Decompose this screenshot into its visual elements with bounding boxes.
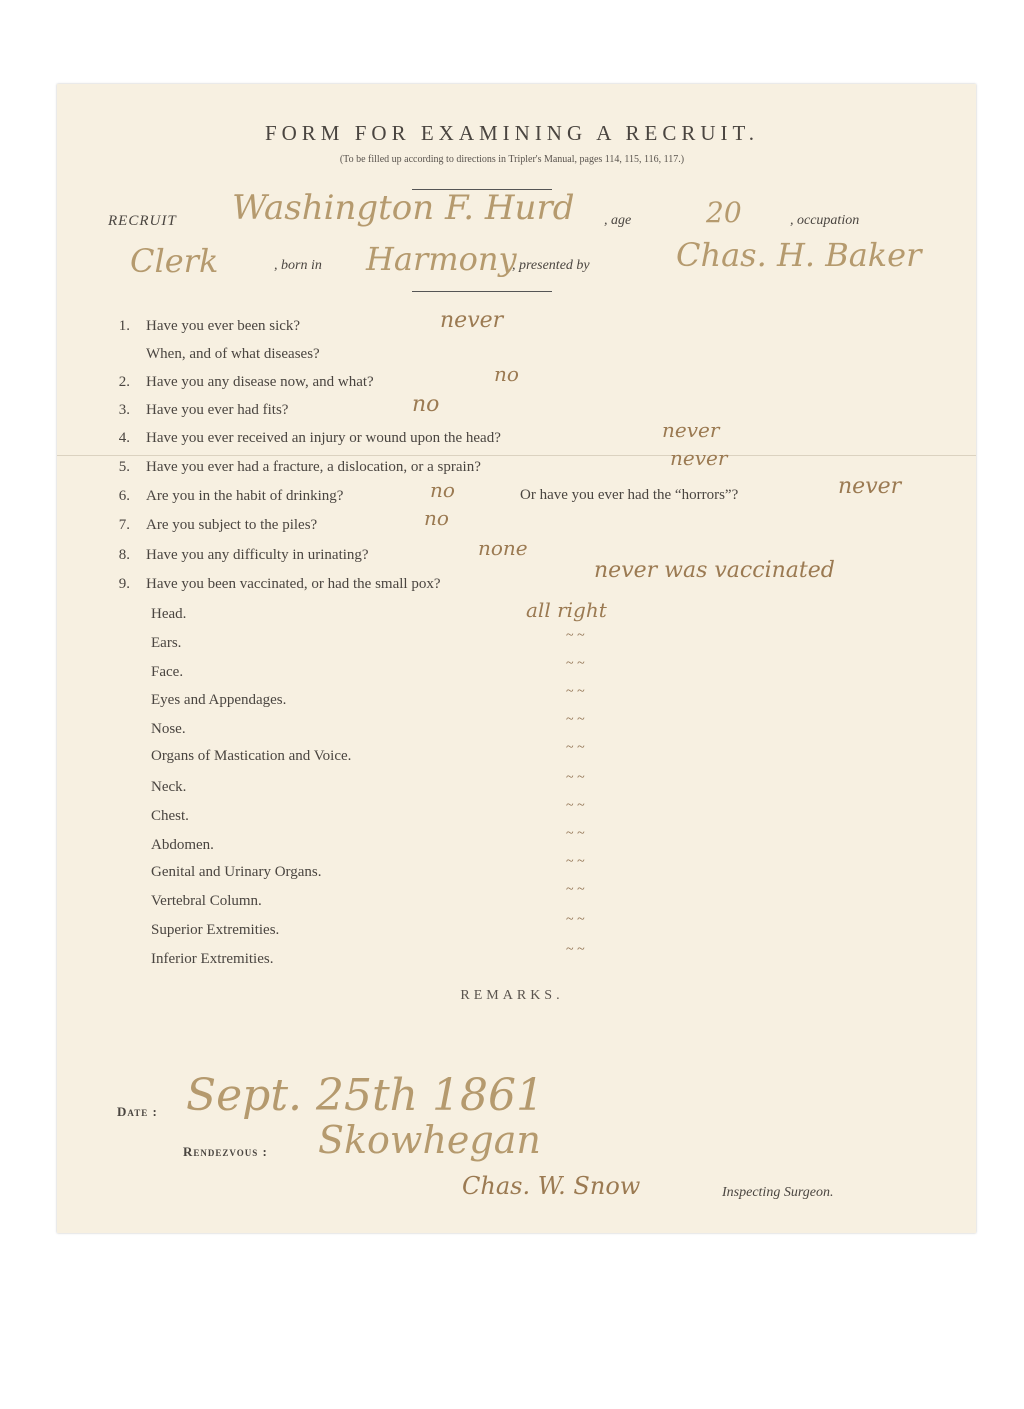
ditto-mark: ~ ~ bbox=[566, 912, 585, 927]
body-part-label: Superior Extremities. bbox=[151, 922, 280, 938]
question-text: When, and of what diseases? bbox=[146, 346, 320, 362]
presented-value: Chas. H. Baker bbox=[676, 236, 922, 274]
born-value: Harmony bbox=[366, 240, 517, 278]
question-text: Have you any difficulty in urinating? bbox=[146, 547, 369, 563]
ditto-mark: ~ ~ bbox=[566, 656, 585, 671]
age-label: , age bbox=[604, 213, 632, 228]
answer-6a: no bbox=[430, 478, 455, 502]
occupation-value: Clerk bbox=[130, 242, 219, 280]
date-value: Sept. 25th 1861 bbox=[186, 1070, 544, 1121]
ditto-mark: ~ ~ bbox=[566, 854, 585, 869]
fold-line bbox=[57, 455, 976, 456]
surgeon-label: Inspecting Surgeon. bbox=[722, 1185, 834, 1200]
date-label: Date : bbox=[117, 1104, 158, 1119]
question-number: 4. bbox=[118, 430, 130, 446]
question-9 bbox=[108, 575, 440, 593]
body-part-label: Organs of Mastication and Voice. bbox=[151, 748, 352, 764]
body-part-label: Neck. bbox=[151, 779, 187, 795]
age-value: 20 bbox=[706, 196, 742, 229]
body-part-label: Nose. bbox=[151, 721, 186, 737]
body-part-answer: all right bbox=[526, 598, 607, 622]
question-text: Have you any disease now, and what? bbox=[146, 374, 374, 390]
answer-4: never bbox=[662, 418, 720, 442]
question-text: Have you ever received an injury or wound upon the head? bbox=[146, 430, 501, 446]
form-subtitle: (To be filled up according to directions in Tripler's Manual, pages 114, 115, 116, 117.) bbox=[339, 154, 685, 165]
question-number: 9. bbox=[118, 576, 130, 592]
question-text: Have you ever had a fracture, a dislocation, or a sprain? bbox=[146, 459, 481, 475]
question-text: Are you in the habit of drinking? bbox=[146, 488, 344, 504]
body-part-label: Abdomen. bbox=[151, 837, 214, 853]
question-number: 6. bbox=[118, 488, 130, 504]
born-label: , born in bbox=[274, 258, 322, 273]
question-3 bbox=[108, 401, 288, 419]
question-8 bbox=[108, 546, 369, 564]
ditto-mark: ~ ~ bbox=[566, 712, 585, 727]
ditto-mark: ~ ~ bbox=[566, 684, 585, 699]
answer-2: no bbox=[494, 362, 519, 386]
question-2 bbox=[108, 373, 374, 391]
ditto-mark: ~ ~ bbox=[566, 942, 585, 957]
question-7 bbox=[108, 516, 317, 534]
rendezvous-label: Rendezvous : bbox=[183, 1144, 268, 1159]
body-part-label: Head. bbox=[151, 606, 187, 622]
answer-9: never was vaccinated bbox=[594, 558, 835, 583]
remarks-heading: REMARKS. bbox=[460, 988, 564, 1003]
presented-label: , presented by bbox=[512, 258, 590, 273]
question-text: Are you subject to the piles? bbox=[146, 517, 318, 533]
question-text: Have you ever had fits? bbox=[146, 402, 289, 418]
ditto-mark: ~ ~ bbox=[566, 882, 585, 897]
answer-7: no bbox=[424, 506, 449, 530]
question-number: 8. bbox=[118, 547, 130, 563]
answer-3: no bbox=[412, 392, 440, 417]
body-part-label: Ears. bbox=[151, 635, 182, 651]
occupation-label: , occupation bbox=[790, 213, 860, 228]
question-6-part2: Or have you ever had the “horrors”? bbox=[520, 487, 739, 503]
ditto-mark: ~ ~ bbox=[566, 798, 585, 813]
surgeon-signature: Chas. W. Snow bbox=[462, 1172, 641, 1200]
recruit-name: Washington F. Hurd bbox=[232, 188, 575, 228]
form-title: FORM FOR EXAMINING A RECRUIT. bbox=[264, 121, 760, 145]
answer-1: never bbox=[440, 308, 504, 333]
question-6 bbox=[108, 487, 343, 505]
ditto-mark: ~ ~ bbox=[566, 628, 585, 643]
ditto-mark: ~ ~ bbox=[566, 740, 585, 755]
question-1b bbox=[108, 345, 320, 363]
ditto-mark: ~ ~ bbox=[566, 826, 585, 841]
body-part-label: Inferior Extremities. bbox=[151, 951, 274, 967]
question-number: 5. bbox=[118, 459, 130, 475]
question-text: Have you ever been sick? bbox=[146, 318, 301, 334]
question-number: 2. bbox=[118, 374, 130, 390]
answer-5: never bbox=[670, 446, 728, 470]
question-5 bbox=[108, 458, 481, 476]
answer-6b: never bbox=[838, 474, 902, 499]
question-4 bbox=[108, 429, 501, 447]
body-part-label: Genital and Urinary Organs. bbox=[151, 864, 322, 880]
question-number: 1. bbox=[118, 318, 130, 334]
body-part-label: Vertebral Column. bbox=[151, 893, 262, 909]
body-part-label: Face. bbox=[151, 664, 184, 680]
recruit-label: RECRUIT bbox=[108, 213, 177, 229]
body-part-label: Chest. bbox=[151, 808, 189, 824]
rendezvous-value: Skowhegan bbox=[318, 1118, 541, 1162]
question-text: Have you been vaccinated, or had the small pox? bbox=[146, 576, 441, 592]
ornament-rule-bottom bbox=[412, 291, 552, 292]
question-number: 7. bbox=[118, 517, 130, 533]
body-part-label: Eyes and Appendages. bbox=[151, 692, 287, 708]
answer-8: none bbox=[478, 536, 528, 560]
ditto-mark: ~ ~ bbox=[566, 770, 585, 785]
question-number: 3. bbox=[118, 402, 130, 418]
question-1 bbox=[108, 317, 300, 335]
